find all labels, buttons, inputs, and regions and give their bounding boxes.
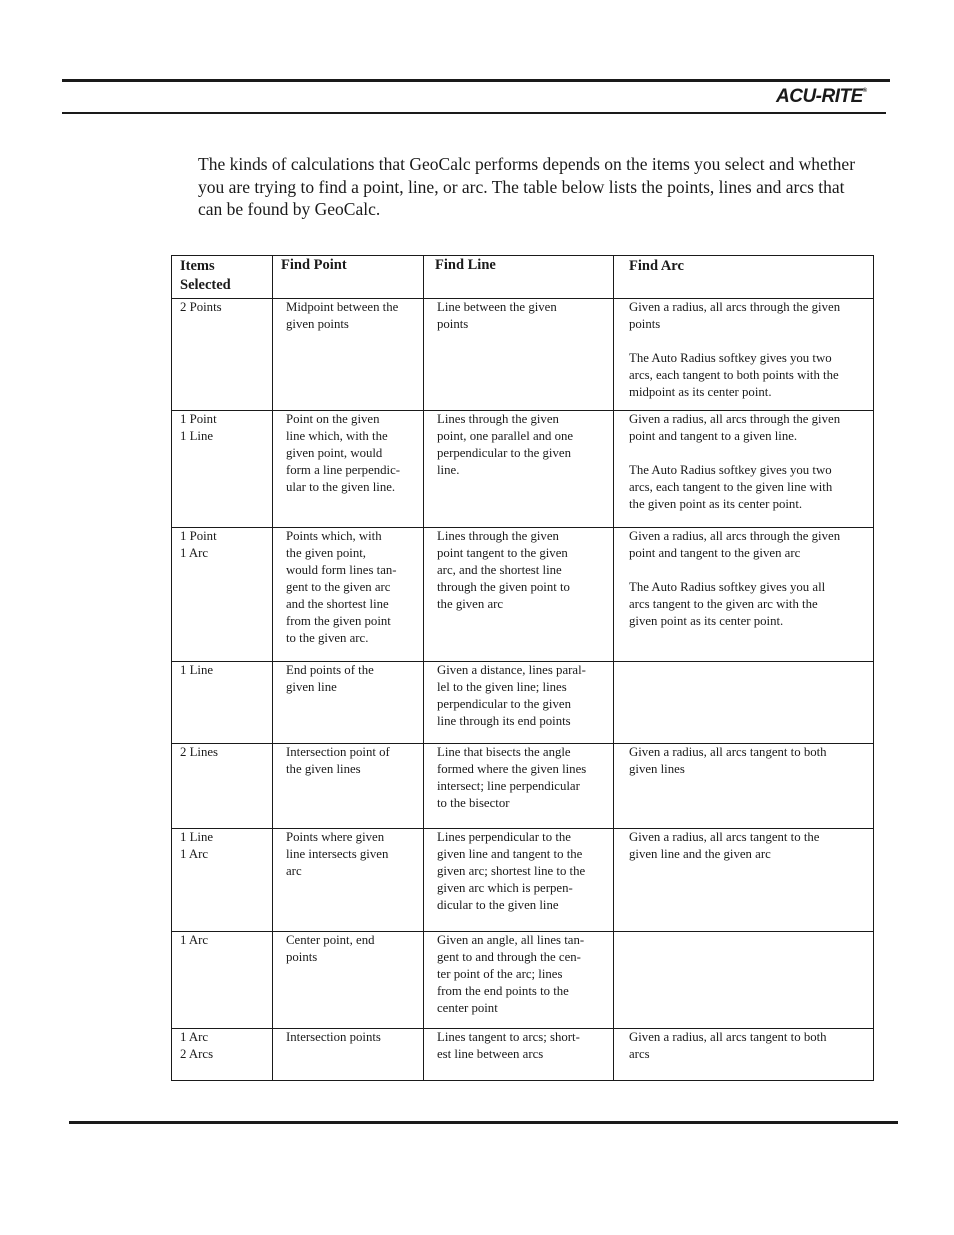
items-selected-cell-text: 2 Lines: [180, 745, 219, 759]
footer-rule: [69, 1121, 898, 1124]
find-point-cell: [273, 411, 424, 528]
find-point-cell: [273, 662, 424, 744]
find-arc-paragraph: Given a radius, all arcs through the given point and tangent to the given arc: [629, 529, 841, 560]
find-arc-cell: [614, 528, 874, 662]
header-items-selected: Items Selected: [172, 256, 273, 299]
find-arc-cell: [614, 299, 874, 411]
find-point-cell-text: Points where given line intersects given arc: [286, 830, 389, 878]
find-line-cell-text: Line between the given points: [437, 300, 557, 331]
table-row: [172, 744, 874, 829]
find-line-cell-text: Lines through the given point, one parallel and one perpendicular to the given line.: [437, 412, 574, 477]
items-selected-cell-text: 2 Points: [180, 300, 222, 314]
find-line-cell-text: Line that bisects the angle formed where the given lines intersect; line perpendicular to the bisector: [437, 745, 587, 810]
find-arc-cell: [614, 932, 874, 1029]
find-line-cell: [424, 528, 614, 662]
header-find-arc: Find Arc: [614, 256, 874, 299]
header-find-line: Find Line: [424, 256, 614, 299]
find-point-cell: [273, 299, 424, 411]
find-point-cell: [273, 744, 424, 829]
items-selected-cell-text: 1 Arc 2 Arcs: [180, 1030, 214, 1061]
items-selected-cell: [172, 744, 273, 829]
find-line-cell-text: Lines perpendicular to the given line and tangent to the given arc; shortest line to the given arc which is perpen- dicular to the given line: [437, 830, 586, 912]
find-point-cell-text: Intersection points: [286, 1030, 381, 1044]
acu-rite-logo: ACU-RITE®: [776, 86, 867, 107]
items-selected-cell-text: 1 Point 1 Arc: [180, 529, 217, 560]
header-top-rule: [62, 79, 890, 82]
items-selected-cell-text: 1 Arc: [180, 933, 209, 947]
find-line-cell: [424, 1029, 614, 1081]
items-selected-cell: [172, 932, 273, 1029]
find-arc-paragraph: Given a radius, all arcs tangent to both arcs: [629, 1030, 827, 1061]
find-line-cell: [424, 744, 614, 829]
find-point-cell-text: Points which, with the given point, would form lines tan- gent to the given arc and the shortest line from the given point to the given arc.: [286, 529, 397, 645]
find-point-cell: [273, 528, 424, 662]
find-point-cell-text: Intersection point of the given lines: [286, 745, 390, 776]
table-row: [172, 829, 874, 932]
find-line-cell: [424, 829, 614, 932]
table-row: [172, 662, 874, 744]
find-line-cell: [424, 299, 614, 411]
find-arc-cell: [614, 744, 874, 829]
find-arc-paragraph: Given a radius, all arcs tangent to both given lines: [629, 745, 827, 776]
find-point-cell-text: Center point, end points: [286, 933, 375, 964]
find-line-cell: [424, 932, 614, 1029]
items-selected-cell: [172, 411, 273, 528]
find-point-cell: [273, 932, 424, 1029]
geocalc-table: [171, 255, 874, 1081]
items-selected-cell: [172, 299, 273, 411]
table-row: [172, 1029, 874, 1081]
find-line-cell-text: Lines tangent to arcs; short- est line between arcs: [437, 1030, 580, 1061]
table-row: [172, 299, 874, 411]
find-point-cell-text: Point on the given line which, with the given point, would form a line perpendic- ular to the given line.: [286, 412, 401, 494]
find-arc-paragraph: The Auto Radius softkey gives you two arcs, each tangent to both points with the midpoint as its center point.: [629, 351, 839, 399]
items-selected-cell: [172, 829, 273, 932]
find-arc-paragraph: The Auto Radius softkey gives you all arcs tangent to the given arc with the given point as its center point.: [629, 580, 826, 628]
find-arc-cell: [614, 411, 874, 528]
find-arc-paragraph: Given a radius, all arcs through the given points: [629, 300, 841, 331]
find-arc-paragraph: Given a radius, all arcs through the given point and tangent to a given line.: [629, 412, 841, 443]
find-arc-paragraph: Given a radius, all arcs tangent to the given line and the given arc: [629, 830, 820, 861]
find-line-cell-text: Given a distance, lines paral- lel to the given line; lines perpendicular to the given line through its end points: [437, 663, 586, 728]
table-row: [172, 411, 874, 528]
items-selected-cell: [172, 528, 273, 662]
find-point-cell-text: End points of the given line: [286, 663, 374, 694]
header-bottom-rule: [62, 112, 886, 114]
find-line-cell: [424, 411, 614, 528]
find-arc-cell: [614, 829, 874, 932]
table-header-row: [172, 256, 874, 299]
table-row: [172, 528, 874, 662]
items-selected-cell: [172, 662, 273, 744]
find-line-cell: [424, 662, 614, 744]
find-point-cell: [273, 1029, 424, 1081]
items-selected-cell-text: 1 Line 1 Arc: [180, 830, 214, 861]
find-line-cell-text: Given an angle, all lines tan- gent to and through the cen- ter point of the arc; lines from the end points to the center point: [437, 933, 585, 1015]
find-arc-paragraph: The Auto Radius softkey gives you two arcs, each tangent to the given line with the given point as its center point.: [629, 463, 833, 511]
find-arc-cell: [614, 1029, 874, 1081]
find-arc-cell: [614, 662, 874, 744]
find-point-cell: [273, 829, 424, 932]
items-selected-cell-text: 1 Point 1 Line: [180, 412, 217, 443]
items-selected-cell-text: 1 Line: [180, 663, 214, 677]
find-point-cell-text: Midpoint between the given points: [286, 300, 399, 331]
intro-paragraph: The kinds of calculations that GeoCalc performs depends on the items you select and whether you are trying to find a point, line, or arc. The table below lists the points, lines and arcs that can be found by GeoCalc.: [198, 154, 856, 219]
header-find-point: Find Point: [273, 256, 424, 299]
find-line-cell-text: Lines through the given point tangent to the given arc, and the shortest line through the given point to the given arc: [437, 529, 570, 611]
items-selected-cell: [172, 1029, 273, 1081]
table-row: [172, 932, 874, 1029]
